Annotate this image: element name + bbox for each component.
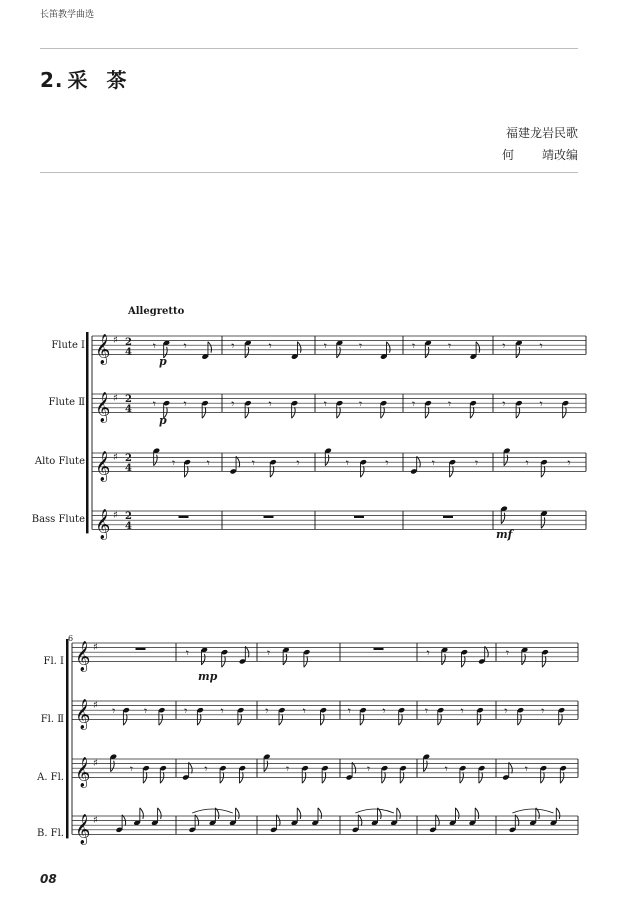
- note-flag: [556, 808, 560, 819]
- eighth-rest-icon: 𝄾: [345, 455, 350, 470]
- notation: [66, 332, 586, 845]
- ts-bottom-4: 4: [125, 521, 132, 532]
- tempo-marking: Allegretto: [128, 306, 185, 317]
- ts-top-4: 2: [125, 511, 132, 522]
- piece-number: 2.: [40, 68, 64, 92]
- eighth-rest-icon: 𝄾: [184, 703, 188, 718]
- note-flag: [541, 517, 545, 528]
- ts-bottom-3: 4: [125, 463, 132, 474]
- sharp-icon: ♯: [113, 510, 118, 522]
- whole-rest-icon: [136, 648, 146, 650]
- sharp-icon: ♯: [93, 700, 98, 712]
- tie-slur: [192, 809, 233, 813]
- eighth-rest-icon: 𝄾: [231, 396, 235, 411]
- note-flag: [245, 347, 249, 358]
- eighth-rest-icon: 𝄾: [129, 761, 134, 776]
- label-fl-1: Fl. Ⅰ: [43, 656, 64, 667]
- system1-bracket: [86, 332, 89, 533]
- treble-clef-icon: 𝄞: [75, 699, 91, 730]
- whole-rest-icon: [264, 516, 274, 518]
- note-flag: [387, 342, 391, 353]
- whole-rest-icon: [374, 648, 384, 650]
- label-alto-flute: Alto Flute: [34, 456, 85, 467]
- sharp-icon: ♯: [113, 335, 118, 347]
- eighth-rest-icon: 𝄾: [524, 761, 528, 776]
- eighth-rest-icon: 𝄾: [152, 396, 156, 411]
- eighth-rest-icon: 𝄾: [220, 703, 224, 718]
- eighth-rest-icon: 𝄾: [567, 455, 571, 470]
- eighth-rest-icon: 𝄾: [541, 703, 545, 718]
- eighth-rest-icon: 𝄾: [359, 338, 363, 353]
- note-flag: [504, 455, 508, 466]
- label-flute-1: Flute Ⅰ: [51, 340, 85, 351]
- eighth-rest-icon: 𝄾: [204, 761, 208, 776]
- dynamic-fl1-sys2: mp: [198, 670, 218, 683]
- label-bass-flute: Bass Flute: [31, 514, 85, 525]
- eighth-rest-icon: 𝄾: [323, 338, 328, 353]
- eighth-rest-icon: 𝄾: [460, 703, 464, 718]
- eighth-rest-icon: 𝄾: [502, 396, 506, 411]
- eighth-rest-icon: 𝄾: [268, 396, 272, 411]
- eighth-rest-icon: 𝄾: [302, 703, 306, 718]
- eighth-rest-icon: 𝄾: [251, 455, 255, 470]
- eighth-rest-icon: 𝄾: [382, 703, 386, 718]
- note-flag: [297, 342, 301, 353]
- eighth-rest-icon: 𝄾: [431, 455, 436, 470]
- eighth-rest-icon: 𝄾: [505, 645, 510, 660]
- note-flag: [154, 455, 158, 466]
- title-char-1: 采: [67, 68, 89, 92]
- eighth-rest-icon: 𝄾: [183, 338, 187, 353]
- note-flag: [337, 347, 341, 358]
- eighth-rest-icon: 𝄾: [448, 396, 452, 411]
- note-flag: [208, 342, 212, 353]
- note-flag: [140, 808, 144, 819]
- eighth-rest-icon: 𝄾: [323, 396, 328, 411]
- ts-bottom-2: 4: [125, 404, 132, 415]
- whole-rest-icon: [354, 516, 364, 518]
- treble-clef-icon: 𝄞: [75, 641, 91, 672]
- note-flag: [442, 654, 446, 665]
- eighth-rest-icon: 𝄾: [265, 703, 269, 718]
- sharp-icon: ♯: [113, 393, 118, 405]
- treble-clef-icon: 𝄞: [75, 814, 91, 845]
- label-fl-2: Fl. Ⅱ: [40, 714, 64, 725]
- eighth-rest-icon: 𝄾: [359, 396, 363, 411]
- label-b-fl: B. Fl.: [36, 828, 64, 839]
- eighth-rest-icon: 𝄾: [266, 645, 271, 660]
- note-flag: [475, 808, 479, 819]
- note-flag: [476, 342, 480, 353]
- note-flag: [455, 808, 459, 819]
- ts-top-2: 2: [125, 394, 132, 405]
- sharp-icon: ♯: [93, 758, 98, 770]
- note-flag: [425, 347, 429, 358]
- eighth-rest-icon: 𝄾: [504, 703, 508, 718]
- whole-rest-icon: [179, 516, 189, 518]
- ts-bottom-1: 4: [125, 347, 132, 358]
- time-signatures: [125, 337, 132, 532]
- note-flag: [501, 513, 505, 524]
- eighth-rest-icon: 𝄾: [152, 338, 156, 353]
- whole-rest-icon: [443, 516, 453, 518]
- tie-slur: [512, 809, 553, 813]
- eighth-rest-icon: 𝄾: [296, 455, 300, 470]
- tie-slur: [355, 809, 394, 813]
- eighth-rest-icon: 𝄾: [268, 338, 272, 353]
- sharp-icon: ♯: [93, 815, 98, 827]
- eighth-rest-icon: 𝄾: [502, 338, 506, 353]
- ts-top-1: 2: [125, 337, 132, 348]
- eighth-rest-icon: 𝄾: [475, 455, 479, 470]
- note-flag: [297, 808, 301, 819]
- eighth-rest-icon: 𝄾: [144, 703, 148, 718]
- eighth-rest-icon: 𝄾: [206, 455, 210, 470]
- treble-clef-icon: 𝄞: [75, 757, 91, 788]
- label-a-fl: A. Fl.: [37, 772, 64, 783]
- eighth-rest-icon: 𝄾: [539, 396, 543, 411]
- eighth-rest-icon: 𝄾: [112, 703, 116, 718]
- note-flag: [397, 808, 401, 819]
- note-flag: [325, 455, 329, 466]
- eighth-rest-icon: 𝄾: [525, 455, 529, 470]
- note-flag: [158, 808, 162, 819]
- eighth-rest-icon: 𝄾: [286, 761, 290, 776]
- note-flag: [424, 761, 428, 772]
- treble-clef-icon: 𝄞: [95, 451, 111, 482]
- eighth-rest-icon: 𝄾: [426, 645, 430, 660]
- eighth-rest-icon: 𝄾: [385, 455, 389, 470]
- eighth-rest-icon: 𝄾: [183, 396, 187, 411]
- note-flag: [283, 654, 287, 665]
- note-flag: [516, 347, 520, 358]
- label-flute-2: Flute Ⅱ: [48, 397, 85, 408]
- eighth-rest-icon: 𝄾: [185, 645, 189, 660]
- title-char-2: 茶: [106, 68, 128, 92]
- dynamic-flute1: p: [159, 355, 167, 368]
- eighth-rest-icon: 𝄾: [366, 761, 371, 776]
- sharp-icon: ♯: [93, 642, 98, 654]
- eighth-rest-icon: 𝄾: [539, 338, 543, 353]
- dynamic-bass: mf: [496, 528, 513, 541]
- eighth-rest-icon: 𝄾: [448, 338, 452, 353]
- page-number: 08: [40, 872, 57, 886]
- note-flag: [111, 761, 115, 772]
- ts-top-3: 2: [125, 453, 132, 464]
- running-header: 长笛教学曲选: [40, 10, 95, 20]
- arranger-rest: 靖改编: [541, 148, 578, 162]
- note-flag: [318, 808, 322, 819]
- eighth-rest-icon: 𝄾: [171, 455, 176, 470]
- source-credit: 福建龙岩民歌: [505, 126, 578, 140]
- eighth-rest-icon: 𝄾: [412, 396, 416, 411]
- note-flag: [522, 654, 526, 665]
- sharp-icon: ♯: [113, 452, 118, 464]
- treble-clef-icon: 𝄞: [95, 334, 111, 365]
- treble-clef-icon: 𝄞: [95, 392, 111, 423]
- eighth-rest-icon: 𝄾: [444, 761, 448, 776]
- arranger-surname: 何: [501, 148, 514, 162]
- eighth-rest-icon: 𝄾: [347, 703, 351, 718]
- eighth-rest-icon: 𝄾: [424, 703, 429, 718]
- note-flag: [236, 808, 240, 819]
- eighth-rest-icon: 𝄾: [231, 338, 235, 353]
- measure-number: 6: [68, 634, 74, 643]
- eighth-rest-icon: 𝄾: [412, 338, 416, 353]
- treble-clef-icon: 𝄞: [95, 509, 111, 540]
- system2-bracket: [66, 639, 69, 838]
- dynamic-flute2: p: [159, 414, 167, 427]
- note-flag: [264, 761, 268, 772]
- note-flag: [201, 654, 205, 665]
